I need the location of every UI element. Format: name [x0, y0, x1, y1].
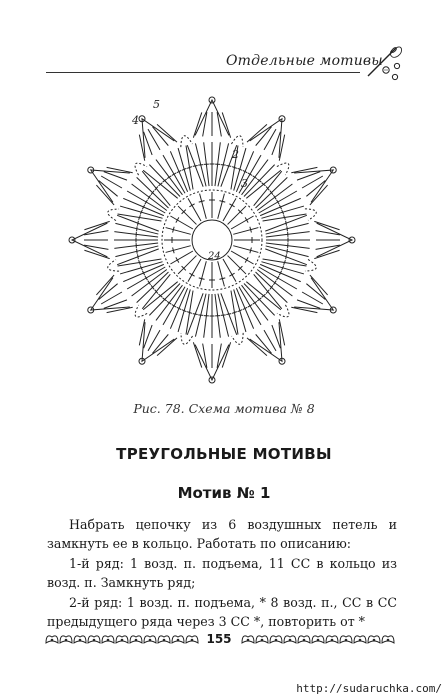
header-rule	[46, 72, 360, 73]
stitch-tick	[245, 217, 248, 222]
picot-tip	[142, 119, 174, 158]
stitch-tick	[245, 257, 248, 262]
row-label-2: 2	[232, 148, 239, 161]
ornament-dot	[317, 639, 320, 642]
picot-tip	[142, 322, 174, 361]
picot-tip	[294, 170, 333, 202]
stitch-tick	[229, 204, 234, 207]
ornament-dot	[149, 639, 152, 642]
ornament-dot	[275, 639, 278, 642]
stitch-outer	[157, 338, 177, 356]
stitch-tick	[286, 221, 287, 226]
chain-arch	[232, 333, 244, 344]
stitch-spoke	[166, 246, 191, 253]
stitch-tick	[193, 314, 198, 315]
figure-caption: Рис. 78. Схема мотива № 8	[133, 401, 315, 416]
ornament-dot	[65, 639, 68, 642]
stitch-outer	[264, 129, 276, 150]
stitch-tick	[189, 204, 194, 207]
crochet-motif-diagram	[42, 88, 382, 393]
stitch-tick	[221, 165, 226, 166]
center-label: 24	[208, 251, 221, 262]
ornament-dot	[359, 639, 362, 642]
ornament-dot	[289, 639, 292, 642]
ornament-dot	[51, 639, 54, 642]
ornament-dot	[373, 639, 376, 642]
stitch-tick	[138, 221, 139, 226]
chain-arch	[305, 209, 316, 221]
chain-arch	[181, 136, 193, 147]
ornament-dot	[345, 639, 348, 642]
chain-arch	[135, 163, 147, 175]
stitch-outer	[256, 127, 272, 146]
stitch-spoke	[200, 194, 207, 219]
stitch-tick	[198, 315, 203, 316]
stitch-tick	[287, 249, 288, 254]
stitch-outer	[99, 284, 118, 300]
stitch-outer	[306, 180, 325, 196]
ornament-dot	[79, 639, 82, 642]
chain-arch	[277, 163, 289, 175]
stitch-tick	[287, 226, 288, 231]
stitch-spoke	[218, 261, 225, 286]
stitch-spoke	[233, 228, 258, 235]
stitch-tick	[253, 176, 257, 179]
ornament-dot	[163, 639, 166, 642]
header-title: Отдельные мотивы	[226, 53, 383, 69]
stitch-tick	[176, 257, 179, 262]
ornament-dot	[247, 639, 250, 642]
stitch-outer	[152, 127, 168, 146]
stitch-tick	[273, 195, 276, 199]
picot-tip	[91, 170, 130, 202]
stitch-outer	[310, 185, 328, 205]
stitch-tick	[226, 314, 231, 315]
body-text	[47, 515, 397, 631]
stitch-outer	[306, 284, 325, 300]
paragraph-row-1: 1-й ряд: 1 возд. п. подъема, 11 СС в кольцо из возд. п. Замкнуть ряд;	[47, 555, 397, 591]
stitch-outer	[302, 292, 323, 304]
chain-arch	[305, 259, 316, 271]
stitch-outer	[152, 334, 168, 353]
stitch-tick	[167, 301, 171, 304]
page-footer	[0, 628, 448, 650]
stitch-outer	[247, 338, 267, 356]
stitch-tick	[198, 165, 203, 166]
ornament-dot	[121, 639, 124, 642]
stitch-outer	[101, 292, 122, 304]
stitch-tick	[137, 249, 138, 254]
stitch-outer	[96, 275, 114, 295]
chain-arch	[231, 136, 243, 147]
stitch-tick	[167, 176, 171, 179]
stitch-tick	[189, 273, 194, 276]
stitch-tick	[286, 254, 287, 259]
chain-arch	[135, 305, 147, 317]
subsection-title: Мотив № 1	[177, 484, 271, 502]
chain-arch	[277, 305, 289, 317]
stitch-tick	[253, 301, 257, 304]
stitch-outer	[302, 176, 323, 188]
stitch-outer	[101, 176, 122, 188]
row-label-5: 5	[153, 98, 160, 111]
stitch-outer	[310, 275, 328, 295]
picot-tip	[250, 322, 282, 361]
row-label-3: 3	[241, 177, 248, 190]
stitch-tick	[193, 166, 198, 167]
stitch-outer	[264, 330, 276, 351]
stitch-outer	[99, 180, 118, 196]
ornament-dot	[107, 639, 110, 642]
paragraph-row-2: 2-й ряд: 1 возд. п. подъема, * 8 возд. п., СС в СС предыдущего ряда через 3 СС *, повторить от *	[47, 594, 397, 630]
running-header	[0, 42, 448, 82]
stitch-tick	[176, 217, 179, 222]
stitch-spoke	[218, 194, 225, 219]
stitch-spoke	[200, 261, 207, 286]
chain-arch	[108, 260, 119, 272]
ornament-dot	[303, 639, 306, 642]
page-number: 155	[206, 632, 232, 646]
chain-arch	[181, 333, 193, 344]
stitch-spoke	[233, 246, 258, 253]
sewing-needle-icon	[362, 42, 406, 82]
stitch-outer	[148, 129, 160, 150]
stitch-tick	[137, 226, 138, 231]
section-title: ТРЕУГОЛЬНЫЕ МОТИВЫ	[116, 445, 332, 463]
ornament-dot	[331, 639, 334, 642]
stitch-outer	[96, 185, 114, 205]
picot-tip	[250, 119, 282, 158]
stitch-spoke	[166, 228, 191, 235]
stitch-tick	[148, 195, 151, 199]
ornament-dot	[135, 639, 138, 642]
ornament-dot	[191, 639, 194, 642]
row-label-4: 4	[132, 114, 139, 127]
stitch-tick	[229, 273, 234, 276]
ornament-dot	[93, 639, 96, 642]
ornament-dot	[177, 639, 180, 642]
ornament-dot	[261, 639, 264, 642]
ornament-dot	[387, 639, 390, 642]
stitch-outer	[148, 330, 160, 351]
stitch-tick	[221, 315, 226, 316]
chain-arch	[108, 209, 119, 221]
stitch-outer	[256, 334, 272, 353]
picot-tip	[294, 278, 333, 310]
stitch-outer	[247, 124, 267, 142]
stitch-tick	[273, 281, 276, 285]
picot-tip	[91, 278, 130, 310]
stitch-tick	[148, 281, 151, 285]
stitch-tick	[138, 254, 139, 259]
ornament-border-right	[240, 631, 396, 647]
ornament-border-left	[44, 631, 200, 647]
watermark-url: http://sudaruchka.com/	[296, 682, 442, 695]
stitch-tick	[226, 166, 231, 167]
stitch-outer	[157, 124, 177, 142]
paragraph-intro: Набрать цепочку из 6 воздушных петель и замкнуть ее в кольцо. Работать по описанию:	[47, 517, 397, 552]
